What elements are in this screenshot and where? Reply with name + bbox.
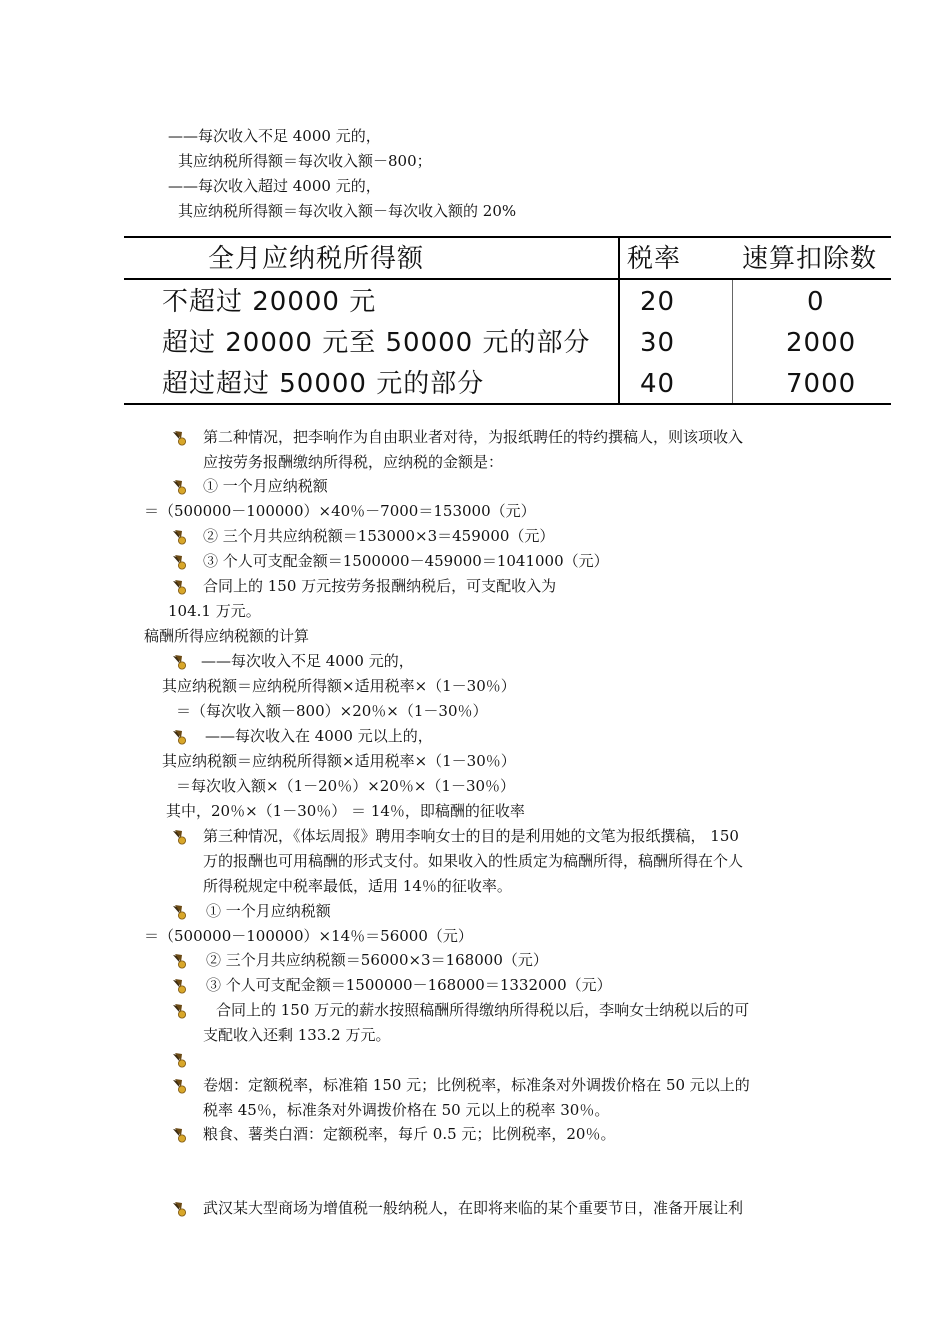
table-row-3-deduction: 7000 [786,369,857,399]
intro-line-2: 其应纳税所得额＝每次收入额－800； [178,152,432,170]
diamond-ribbon-bullet-icon [172,529,188,545]
diamond-ribbon-bullet-icon [172,554,188,570]
table-header-deduction: 速算扣除数 [742,244,878,274]
case3-step-2: ② 三个月共应纳税额＝56000×3＝168000（元） [206,951,548,969]
excise-liquor: 粮食、薯类白酒：定额税率，每斤 0.5 元；比例税率，20％。 [203,1125,616,1143]
table-header-rule [124,278,891,280]
case3-text-1c: 所得税规定中税率最低，适用 14％的征收率。 [203,877,512,895]
vat-case-text: 武汉某大型商场为增值税一般纳税人，在即将来临的某个重要节日，准备开展让利 [203,1199,744,1217]
diamond-ribbon-bullet-icon [172,829,188,845]
rate-table [124,236,891,405]
table-row-3-range: 超过超过 50000 元的部分 [162,369,485,399]
case2-step-3: ③ 个人可支配金额＝1500000－459000＝1041000（元） [203,552,609,570]
excise-cigarette: 卷烟：定额税率，标准箱 150 元；比例税率，标准条对外调拨价格在 50 元以上的 [203,1076,750,1094]
table-row-1-deduction: 0 [807,287,825,317]
case3-step-3: ③ 个人可支配金额＝1500000－168000＝1332000（元） [206,976,612,994]
diamond-ribbon-bullet-icon [172,729,188,745]
diamond-ribbon-bullet-icon [172,579,188,595]
intro-line-3: ——每次收入超过 4000 元的， [168,177,381,195]
intro-line-4: 其应纳税所得额＝每次收入额－每次收入额的 20% [178,202,517,220]
case3-summary: 合同上的 150 万元的薪水按照稿酬所得缴纳所得税以后，李响女士纳税以后的可 [216,1001,750,1019]
diamond-ribbon-bullet-icon [172,1078,188,1094]
table-top-rule [124,236,891,238]
table-header-range: 全月应纳税所得额 [208,244,425,274]
table-row-2-range: 超过 20000 元至 50000 元的部分 [162,328,591,358]
table-row-1-rate: 20 [640,287,676,317]
table-bottom-rule [124,403,891,405]
case3-text-1b: 万的报酬也可用稿酬的形式支付。如果收入的性质定为稿酬所得，稿酬所得在个人 [203,852,744,870]
diamond-ribbon-bullet-icon [172,978,188,994]
diamond-ribbon-bullet-icon [172,1127,188,1143]
case3-text-1: 第三种情况，《体坛周报》聘用李响女士的目的是利用她的文笔为报纸撰稿， 150 [203,827,739,845]
royalty-rate-note: 其中，20％×（1－30％） ＝ 14％，即稿酬的征收率 [166,802,525,820]
diamond-ribbon-bullet-icon [172,1052,188,1068]
case2-step-1: ① 一个月应纳税额 [203,477,328,495]
case3-step-1: ① 一个月应纳税额 [206,902,331,920]
royalty-formula-4: ＝每次收入额×（1－20％）×20％×（1－30％） [176,777,516,795]
intro-line-1: ——每次收入不足 4000 元的， [168,127,381,145]
case2-calc-1: ＝（500000－100000）×40％－7000＝153000（元） [144,502,536,520]
diamond-ribbon-bullet-icon [172,1003,188,1019]
table-row-3-rate: 40 [640,369,676,399]
royalty-case-2: ——每次收入在 4000 元以上的， [205,727,433,745]
royalty-formula-3: 其应纳税额＝应纳税所得额×适用税率×（1－30％） [162,752,516,770]
diamond-ribbon-bullet-icon [172,1201,188,1217]
diamond-ribbon-bullet-icon [172,953,188,969]
table-col-divider [618,236,620,405]
royalty-formula-1: 其应纳税额＝应纳税所得额×适用税率×（1－30％） [162,677,516,695]
royalty-case-1: ——每次收入不足 4000 元的， [201,652,414,670]
case2-text-1: 第二种情况，把李响作为自由职业者对待，为报纸聘任的特约撰稿人，则该项收入 [203,428,744,446]
table-row-2-deduction: 2000 [786,328,857,358]
table-header-rate: 税率 [627,244,682,274]
case3-calc-1: ＝（500000－100000）×14％＝56000（元） [144,927,473,945]
table-col-divider-2 [732,280,733,403]
royalty-formula-2: ＝（每次收入额－800）×20％×（1－30％） [176,702,488,720]
case2-summary: 合同上的 150 万元按劳务报酬纳税后，可支配收入为 [203,577,557,595]
diamond-ribbon-bullet-icon [172,479,188,495]
diamond-ribbon-bullet-icon [172,430,188,446]
excise-cigarette-cont: 税率 45％，标准条对外调拨价格在 50 元以上的税率 30％。 [203,1101,610,1119]
table-row-2-rate: 30 [640,328,676,358]
case3-summary-cont: 支配收入还剩 133.2 万元。 [203,1026,391,1044]
case2-step-2: ② 三个月共应纳税额＝153000×3＝459000（元） [203,527,555,545]
table-row-1-range: 不超过 20000 元 [162,287,377,317]
diamond-ribbon-bullet-icon [172,904,188,920]
case2-summary-cont: 104.1 万元。 [168,602,261,620]
royalty-heading: 稿酬所得应纳税额的计算 [144,627,310,645]
case2-text-1b: 应按劳务报酬缴纳所得税，应纳税的金额是： [203,453,504,471]
diamond-ribbon-bullet-icon [172,654,188,670]
